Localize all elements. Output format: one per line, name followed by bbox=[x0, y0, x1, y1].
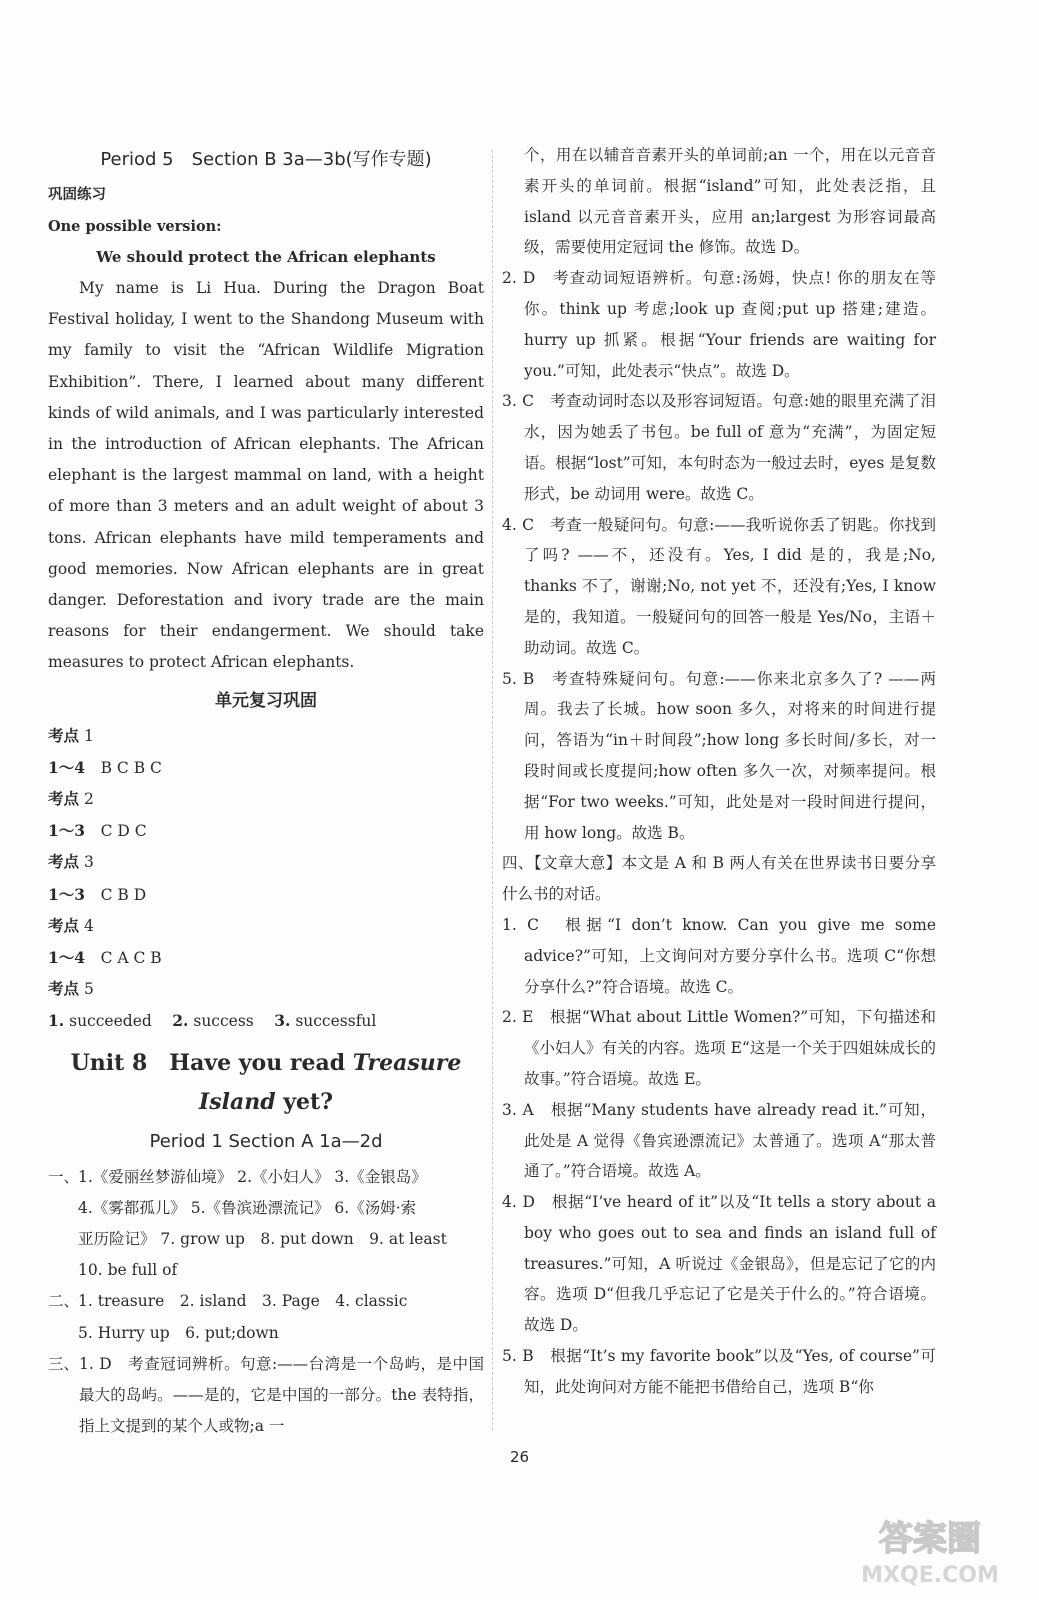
item4-3: 3. A 根据“Many students have already read it.”可知，此处是 A 觉得《鲁宾逊漂流记》太普通了。选项 A“那太普通了。”符合语境。故选 A。 bbox=[502, 1100, 936, 1181]
kaodian-4-heading: 考点 4 bbox=[48, 916, 94, 935]
kaodian-3-heading: 考点 3 bbox=[48, 853, 94, 872]
watermark-logo-icon bbox=[835, 1508, 1025, 1590]
kaodian-5-heading: 考点 5 bbox=[48, 980, 94, 999]
exercise-heading: 巩固练习 bbox=[48, 187, 106, 203]
kaodian-2-heading: 考点 2 bbox=[48, 790, 94, 809]
kaodian-4-answers: 1～4 C A C B bbox=[48, 948, 162, 968]
review-title: 单元复习巩固 bbox=[215, 690, 317, 711]
item4-4: 4. D 根据“I’ve heard of it”以及“It tells a story about a boy who goes out to sea and finds an island full of treasures.”可知，A 听说过《金银岛》，但是忘记了它的内容。选项 D“但我几乎忘记了它是关于什么的。”符合语境。故选 D。 bbox=[502, 1193, 936, 1335]
right-column bbox=[502, 140, 936, 1403]
section-3: 三、 1. D 考查冠词辨析。句意:——台湾是一个岛屿，是中国最大的岛屿。——是的，它是中国的一部分。the 表特指，指上文提到的某个人或物;a 一 bbox=[48, 1354, 484, 1436]
page-number: 26 bbox=[509, 1448, 530, 1466]
item4-1: 1. C 根据“I don’t know. Can you give me some advice?”可知，上文询问对方要分享什么书。选项 C“你想分享什么?”符合语境。故选 C。 bbox=[502, 915, 936, 996]
kaodian-5-answers: 1. succeeded 2. success 3. successful bbox=[48, 1011, 377, 1031]
item3-1-continued: 个，用在以辅音音素开头的单词前;an 一个，用在以元音音素开头的单词前。根据“island”可知，此处表泛指，且 island 以元音音素开头，应用 an;largest 为形容词最高级，需要使用定冠词 the 修饰。故选 D。 bbox=[524, 146, 936, 257]
item3-3: 3. C 考查动词时态以及形容词短语。句意:她的眼里充满了泪水，因为她丢了书包。be full of 意为“充满”，为固定短语。根据“lost”可知，本句时态为一般过去时，eyes 是复数形式，be 动词用 were。故选 C。 bbox=[502, 392, 936, 503]
kaodian-3-answers: 1～3 C B D bbox=[48, 884, 147, 904]
section-1: 一、1.《爱丽丝梦游仙境》 2.《小妇人》 3.《金银岛》 4.《雾都孤儿》 5.《鲁滨逊漂流记》 6.《汤姆·索 亚历险记》 7. grow up 8. put down 9. at least 10. be full of bbox=[48, 1167, 447, 1280]
watermark-url: MXQE.COM bbox=[861, 1563, 999, 1588]
period1-title: Period 1 Section A 1a—2d bbox=[149, 1130, 383, 1152]
section-4-intro: 四、【文章大意】本文是 A 和 B 两人有关在世界读书日要分享什么书的对话。 bbox=[502, 854, 936, 904]
period5-title: Period 5 Section B 3a—3b(写作专题) bbox=[100, 149, 432, 170]
item4-5: 5. B 根据“It’s my favorite book”以及“Yes, of course”可知，此处询问对方能不能把书借给自己，选项 B“你 bbox=[502, 1347, 936, 1396]
item3-5: 5. B 考查特殊疑问句。句意:——你来北京多久了? ——两周。我去了长城。how soon 多久，对将来的时间进行提问，答语为“in＋时间段”;how long 多长时间/多长，对一段时间或长度提问;how often 多久一次，对频率提问。根据“For two weeks.”可知，此处是对一段时间进行提问，用 how long。故选 B。 bbox=[502, 669, 936, 842]
item3-4: 4. C 考查一般疑问句。句意:——我听说你丢了钥匙。你找到了吗? ——不，还没有。Yes, I did 是的，我是;No, thanks 不了，谢谢;No, not yet 不，还没有;Yes, I know 是的，我知道。一般疑问句的回答一般是 Yes/No，主语＋助动词。故选 C。 bbox=[502, 515, 936, 657]
unit-title: Unit 8 Have you read Treasure Island yet? bbox=[70, 1049, 462, 1115]
item4-2: 2. E 根据“What about Little Women?”可知，下句描述和《小妇人》有关的内容。选项 E“这是一个关于四姐妹成长的故事。”符合语境。故选 E。 bbox=[502, 1008, 936, 1088]
essay-body: My name is Li Hua. During the Dragon Boat Festival holiday, I went to the Shandong Museum with my family to visit the “African Wildlife Migration Exhibition”. There, I learned about many different kinds of wild animals, and I was particularly interested in the introduction of African elephants. The African elephant is the largest mammal on land, with a height of more than 3 meters and an adult weight of about 3 tons. African elephants have mild temperaments and good memories. Now African elephants are in great danger. Deforestation and ivory trade are the main reasons for their endangerment. We should take measures to protect African elephants. bbox=[48, 279, 484, 672]
version-label: One possible version: bbox=[48, 218, 222, 235]
watermark-top-text: 答案圈 bbox=[879, 1519, 981, 1559]
watermark-logo bbox=[835, 1508, 1025, 1590]
left-column bbox=[48, 140, 484, 1443]
section-2: 二、1. treasure 2. island 3. Page 4. classic 5. Hurry up 6. put;down bbox=[48, 1292, 408, 1342]
column-divider bbox=[492, 150, 493, 1430]
item3-2: 2. D 考查动词短语辨析。句意:汤姆，快点! 你的朋友在等你。think up 考虑;look up 查阅;put up 搭建;建造。hurry up 抓紧。根据“Your friends are waiting for you.”可知，此处表示“快点”。故选 D。 bbox=[502, 269, 936, 380]
kaodian-1-answers: 1～4 B C B C bbox=[48, 757, 162, 777]
essay-title: We should protect the African elephants bbox=[96, 248, 436, 266]
kaodian-1-heading: 考点 1 bbox=[48, 726, 94, 745]
kaodian-2-answers: 1～3 C D C bbox=[48, 821, 147, 841]
